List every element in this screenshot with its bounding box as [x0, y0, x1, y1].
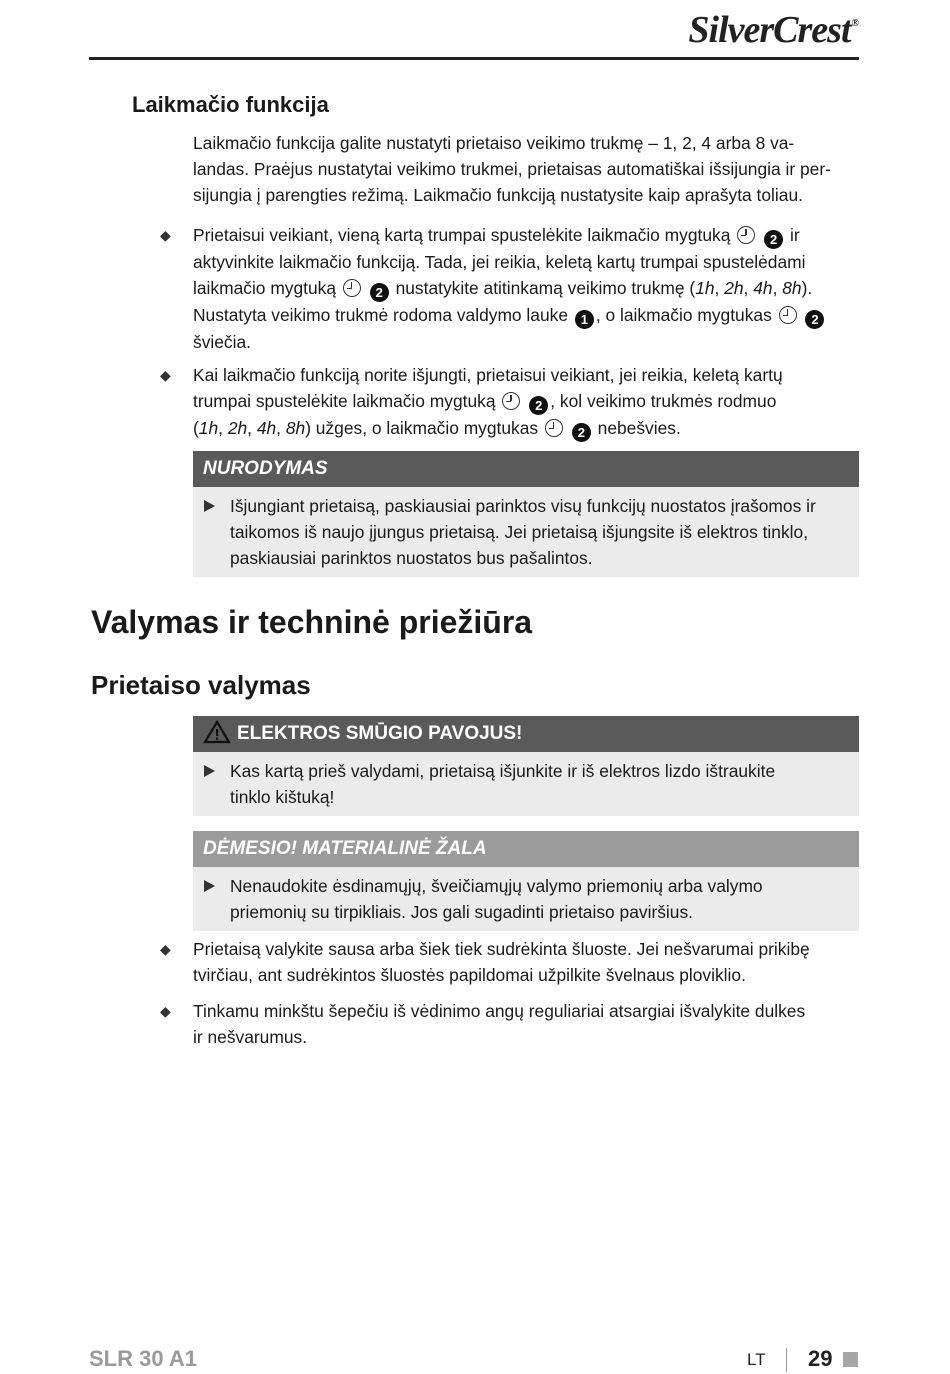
note-title: NURODYMAS — [193, 451, 859, 487]
diamond-bullet-icon: ◆ — [160, 367, 171, 383]
diamond-bullet-icon: ◆ — [160, 941, 171, 957]
clock-icon — [737, 226, 755, 244]
timer-intro: Laikmačio funkcija galite nustatyti prietaiso veikimo trukmę – 1, 2, 4 arba 8 va- landas. Praėjus nustatytai veikimo trukmei, prietaisas automatiškai išsijungia ir per- sijungia į parengties režimą. Laikmačio funkciją nustatysite kaip aprašyta toliau. — [193, 133, 831, 205]
diamond-bullet-icon: ◆ — [160, 1003, 171, 1019]
diamond-bullet-icon: ◆ — [160, 227, 171, 243]
arrow-right-icon — [204, 880, 215, 892]
timer-bullet-2: Kai laikmačio funkciją norite išjungti, prietaisui veikiant, jei reikia, keletą kartų trumpai spustelėkite laikmačio mygtuką 2 , kol veikimo trukmės rodmuo (1h, 2h, 4h, 8h) užges, o laikmačio mygtukas 2 nebešvies. — [193, 365, 783, 440]
warning-triangle-icon — [203, 720, 231, 744]
footer-language: LT — [747, 1350, 766, 1369]
caution-title: DĖMESIO! MATERIALINĖ ŽALA — [193, 831, 859, 867]
ref-2: 2 — [370, 283, 389, 302]
clock-icon — [343, 279, 361, 297]
clock-icon — [502, 392, 520, 410]
footer-divider — [786, 1348, 787, 1372]
arrow-right-icon — [204, 765, 215, 777]
warning-box: ELEKTROS SMŪGIO PAVOJUS! Kas kartą prieš valydami, prietaisą išjunkite ir iš elektros lizdo ištraukite tinklo kištuką! — [193, 716, 859, 816]
cleaning-bullet-2: Tinkamu minkštu šepečiu iš vėdinimo angų reguliariai atsargiai išvalykite dulkes ir nešvarumus. — [193, 1001, 806, 1047]
warning-title: ELEKTROS SMŪGIO PAVOJUS! — [193, 716, 859, 752]
caution-box: DĖMESIO! MATERIALINĖ ŽALA Nenaudokite ėsdinamųjų, šveičiamųjų valymo priemonių arba valymo priemonių su tirpikliais. Jos gali sugadinti prietaiso paviršius. — [193, 831, 859, 931]
clock-icon — [545, 419, 563, 437]
ref-2: 2 — [529, 396, 548, 415]
brand-logo: SilverCrest® — [688, 9, 858, 51]
section-title-cleaning: Prietaiso valymas — [91, 670, 311, 700]
clock-icon — [779, 306, 797, 324]
ref-2: 2 — [805, 310, 824, 329]
footer-model: SLR 30 A1 — [89, 1346, 198, 1371]
footer-square-mark — [843, 1352, 858, 1367]
chapter-title: Valymas ir techninė priežiūra — [91, 604, 533, 640]
ref-2: 2 — [572, 423, 591, 442]
ref-1: 1 — [575, 310, 594, 329]
section-title-timer: Laikmačio funkcija — [132, 92, 329, 117]
ref-2: 2 — [764, 230, 783, 249]
timer-bullet-1: Prietaisui veikiant, vieną kartą trumpai spustelėkite laikmačio mygtuką 2 ir aktyvinkite laikmačio funkciją. Tada, jei reikia, keletą kartų trumpai spustelėdami laikmačio mygtuką 2 nustatykite atitinkamą veikimo trukmę (1h, 2h, 4h, 8h). Nustatyta veikimo trukmė rodoma valdymo lauke 1 , o laikmačio mygtukas 2 šviečia. — [193, 222, 861, 355]
cleaning-bullet-1: Prietaisą valykite sausa arba šiek tiek sudrėkinta šluoste. Jei nešvarumai prikibę tvirčiau, ant sudrėkintos šluostės papildomai užpilkite švelnaus ploviklio. — [193, 939, 810, 985]
arrow-right-icon — [204, 500, 215, 512]
page-number: 29 — [808, 1346, 833, 1371]
note-box: NURODYMAS Išjungiant prietaisą, paskiausiai parinktos visų funkcijų nuostatos įrašomos ir taikomos iš naujo įjungus prietaisą. Jei prietaisą išjungsite iš elektros tinklo, paskiausiai parinktos nuostatos bus pašalintos. — [193, 451, 859, 577]
header-rule — [89, 57, 859, 60]
